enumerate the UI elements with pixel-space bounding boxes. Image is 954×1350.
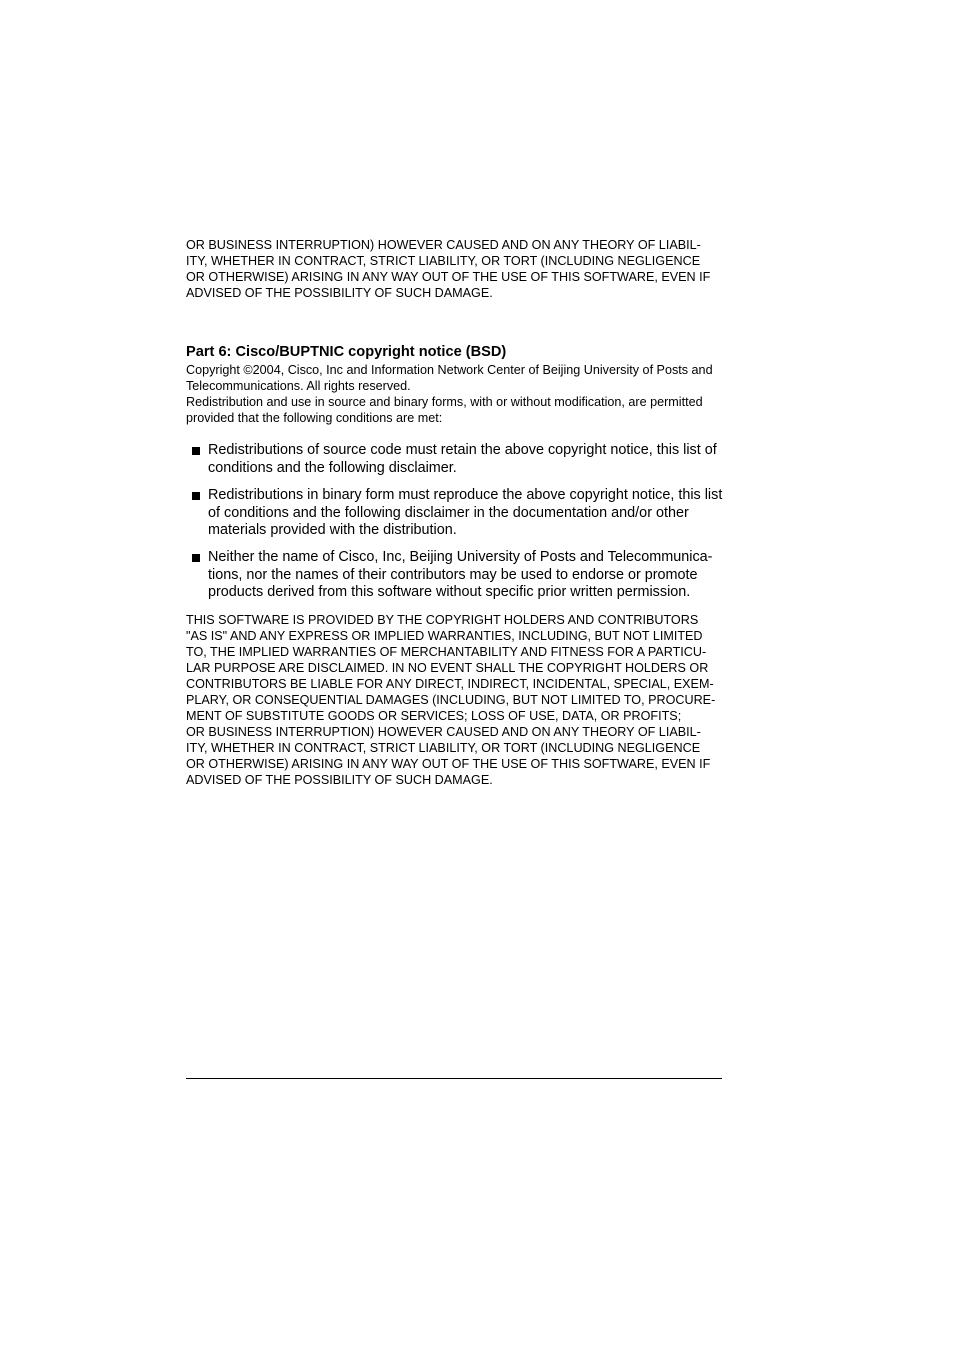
copyright-intro-paragraph bbox=[186, 362, 726, 426]
text-line: Copyright ©2004, Cisco, Inc and Information Network Center of Beijing University of Posts and bbox=[186, 363, 713, 377]
text-line: Neither the name of Cisco, Inc, Beijing University of Posts and Telecommunica- bbox=[208, 549, 713, 565]
text-line: Redistributions in binary form must reproduce the above copyright notice, this list bbox=[208, 487, 723, 503]
text-line: LAR PURPOSE ARE DISCLAIMED. IN NO EVENT SHALL THE COPYRIGHT HOLDERS OR bbox=[186, 661, 709, 675]
text-line: TO, THE IMPLIED WARRANTIES OF MERCHANTABILITY AND FITNESS FOR A PARTICU- bbox=[186, 645, 707, 659]
text-line: ADVISED OF THE POSSIBILITY OF SUCH DAMAGE. bbox=[186, 286, 493, 300]
text-line: PLARY, OR CONSEQUENTIAL DAMAGES (INCLUDING, BUT NOT LIMITED TO, PROCURE- bbox=[186, 693, 716, 707]
text-line: tions, nor the names of their contributors may be used to endorse or promote bbox=[208, 566, 698, 583]
text-line: CONTRIBUTORS BE LIABLE FOR ANY DIRECT, INDIRECT, INCIDENTAL, SPECIAL, EXEM- bbox=[186, 677, 714, 691]
condition-text bbox=[208, 487, 722, 540]
text-line: products derived from this software without specific prior written permission. bbox=[208, 584, 691, 601]
text-line: THIS SOFTWARE IS PROVIDED BY THE COPYRIGHT HOLDERS AND CONTRIBUTORS bbox=[186, 613, 699, 627]
continued-disclaimer-paragraph bbox=[186, 237, 726, 301]
text-line: OR BUSINESS INTERRUPTION) HOWEVER CAUSED AND ON ANY THEORY OF LIABIL- bbox=[186, 238, 701, 252]
text-line: Telecommunications. All rights reserved. bbox=[186, 379, 411, 393]
text-line: conditions and the following disclaimer. bbox=[208, 459, 457, 476]
warranty-disclaimer-paragraph bbox=[186, 612, 726, 788]
square-bullet-icon bbox=[192, 492, 200, 500]
text-line: ITY, WHETHER IN CONTRACT, STRICT LIABILITY, OR TORT (INCLUDING NEGLIGENCE bbox=[186, 741, 701, 755]
text-line: OR BUSINESS INTERRUPTION) HOWEVER CAUSED AND ON ANY THEORY OF LIABIL- bbox=[186, 725, 701, 739]
text-line: provided that the following conditions are met: bbox=[186, 411, 443, 425]
text-line: Redistribution and use in source and binary forms, with or without modification, are permitted bbox=[186, 395, 703, 409]
text-line: of conditions and the following disclaimer in the documentation and/or other bbox=[208, 504, 689, 521]
condition-text bbox=[208, 549, 712, 602]
text-line: OR OTHERWISE) ARISING IN ANY WAY OUT OF THE USE OF THIS SOFTWARE, EVEN IF bbox=[186, 270, 711, 284]
text-line: materials provided with the distribution. bbox=[208, 522, 457, 539]
square-bullet-icon bbox=[192, 554, 200, 562]
text-line: Redistributions of source code must retain the above copyright notice, this list of bbox=[208, 442, 717, 458]
text-line: OR OTHERWISE) ARISING IN ANY WAY OUT OF THE USE OF THIS SOFTWARE, EVEN IF bbox=[186, 757, 711, 771]
condition-text bbox=[208, 442, 717, 477]
section-heading: Part 6: Cisco/BUPTNIC copyright notice (BSD) bbox=[186, 344, 507, 360]
square-bullet-icon bbox=[192, 447, 200, 455]
footer-divider bbox=[186, 1078, 722, 1079]
text-line: "AS IS" AND ANY EXPRESS OR IMPLIED WARRANTIES, INCLUDING, BUT NOT LIMITED bbox=[186, 629, 703, 643]
text-line: ITY, WHETHER IN CONTRACT, STRICT LIABILITY, OR TORT (INCLUDING NEGLIGENCE bbox=[186, 254, 701, 268]
text-line: ADVISED OF THE POSSIBILITY OF SUCH DAMAGE. bbox=[186, 773, 493, 787]
text-line: MENT OF SUBSTITUTE GOODS OR SERVICES; LOSS OF USE, DATA, OR PROFITS; bbox=[186, 709, 682, 723]
